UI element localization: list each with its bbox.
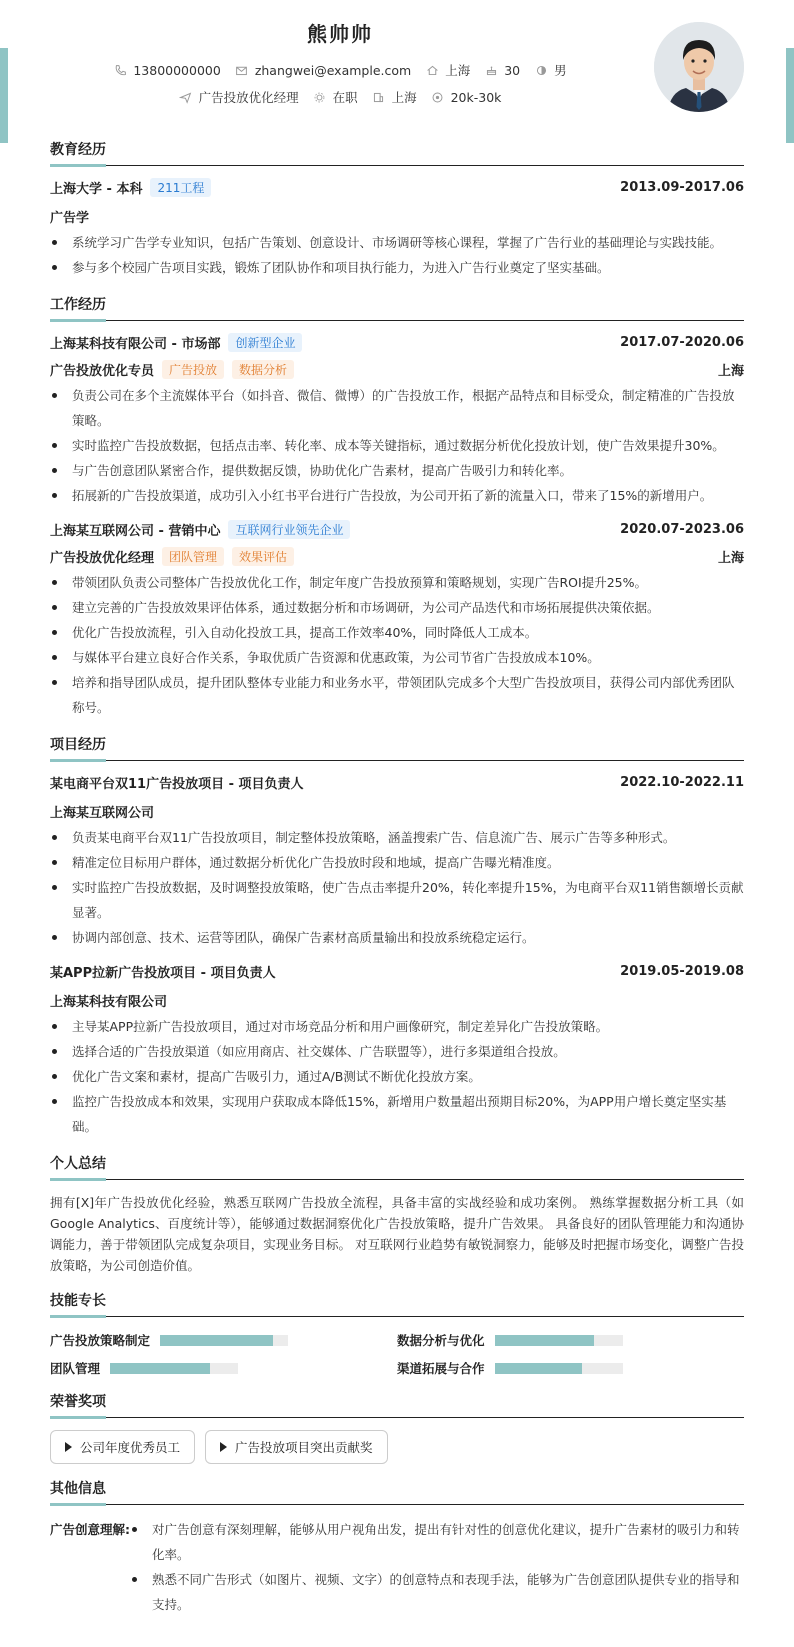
company-tag: 互联网行业领先企业 (228, 520, 350, 539)
skills-grid (50, 1331, 744, 1377)
project-date: 2019.05-2019.08 (620, 964, 744, 979)
major-name: 广告学 (50, 211, 90, 226)
project-name: 某电商平台双11广告投放项目 - 项目负责人 (50, 777, 304, 792)
list-item: 选择合适的广告投放渠道（如应用商店、社交媒体、广告联盟等），进行多渠道组合投放。 (50, 1039, 744, 1064)
skill-bar (160, 1335, 288, 1346)
project-org: 上海某科技有限公司 (50, 995, 168, 1010)
education-date: 2013.09-2017.06 (620, 180, 744, 195)
job-company-row (50, 520, 744, 539)
education-title: 教育经历 (50, 139, 744, 166)
other-label: 广告创意理解: (50, 1522, 130, 1537)
email-value: zhangwei@example.com (254, 62, 412, 78)
gear-icon (313, 90, 327, 104)
skill-bar (495, 1335, 623, 1346)
job-location: 上海 (717, 364, 744, 379)
job-city (372, 88, 417, 106)
list-item: 与广告创意团队紧密合作，提供数据反馈，协助优化广告素材，提高广告吸引力和转化率。 (50, 458, 744, 483)
job-bullets (50, 570, 744, 720)
list-item: 熟悉不同广告形式（如图片、视频、文字）的创意特点和表现手法，能够为广告创意团队提供专业的指导和支持。 (130, 1567, 744, 1617)
honor-label: 广告投放项目突出贡献奖 (235, 1440, 373, 1455)
job-location: 上海 (717, 551, 744, 566)
skill-bar-fill (495, 1363, 582, 1374)
role-tag: 数据分析 (232, 360, 294, 379)
list-item: 系统学习广告学专业知识，包括广告策划、创意设计、市场调研等核心课程，掌握了广告行业的基础理论与实践技能。 (50, 230, 744, 255)
phone-icon (113, 63, 127, 77)
list-item: 监控广告投放成本和效果，实现用户获取成本降低15%，新增用户数量超出预期目标20%，为APP用户增长奠定坚实基础。 (50, 1089, 744, 1139)
education-section (50, 139, 744, 280)
project-date: 2022.10-2022.11 (620, 775, 744, 790)
other-section (50, 1478, 744, 1617)
contact-row-secondary (0, 88, 680, 106)
company-tag: 创新型企业 (228, 333, 302, 352)
gender-value: 男 (554, 63, 567, 78)
role-tag: 效果评估 (232, 547, 294, 566)
list-item: 拓展新的广告投放渠道，成功引入小红书平台进行广告投放，为公司开拓了新的流量入口，带来了15%的新增用户。 (50, 483, 744, 508)
skill-bar (110, 1363, 238, 1374)
list-item: 优化广告投放流程，引入自动化投放工具，提高工作效率40%，同时降低人工成本。 (50, 620, 744, 645)
project-entry (50, 962, 744, 1139)
list-item: 参与多个校园广告项目实践，锻炼了团队协作和项目执行能力，为进入广告行业奠定了坚实基础。 (50, 255, 744, 280)
education-header-row (50, 178, 744, 197)
skill-name: 渠道拓展与合作 (397, 1361, 485, 1376)
skill-bar-fill (160, 1335, 273, 1346)
summary-section (50, 1153, 744, 1276)
mail-icon (235, 63, 249, 77)
play-icon (65, 1442, 72, 1452)
work-title: 工作经历 (50, 294, 744, 321)
project-entry (50, 773, 744, 950)
list-item: 负责公司在多个主流媒体平台（如抖音、微信、微博）的广告投放工作，根据产品特点和目标受众，制定精准的广告投放策略。 (50, 383, 744, 433)
honor-badge (50, 1430, 195, 1464)
honors-list (50, 1430, 744, 1464)
contact-email (235, 63, 411, 78)
skill-item (50, 1359, 397, 1377)
job-bullets (50, 383, 744, 508)
job-entry (50, 333, 744, 508)
job-date: 2020.07-2023.06 (620, 522, 744, 537)
contact-phone (113, 63, 220, 78)
honor-label: 公司年度优秀员工 (80, 1440, 181, 1455)
list-item: 负责某电商平台双11广告投放项目，制定整体投放策略，涵盖搜索广告、信息流广告、展示广告等多种形式。 (50, 825, 744, 850)
list-item: 优化广告文案和素材，提高广告吸引力，通过A/B测试不断优化投放方案。 (50, 1064, 744, 1089)
company-name: 上海某科技有限公司 - 市场部 (50, 337, 221, 352)
cake-icon (484, 63, 498, 77)
list-item: 实时监控广告投放数据，及时调整投放策略，使广告点击率提升20%，转化率提升15%，为电商平台双11销售额增长贡献显著。 (50, 875, 744, 925)
job-date: 2017.07-2020.06 (620, 335, 744, 350)
projects-title: 项目经历 (50, 734, 744, 761)
job-entry (50, 520, 744, 720)
resume-header (0, 0, 794, 125)
list-item: 实时监控广告投放数据，包括点击率、转化率、成本等关键指标，通过数据分析优化投放计划，使广告效果提升30%。 (50, 433, 744, 458)
education-bullets (50, 230, 744, 280)
honors-title: 荣誉奖项 (50, 1391, 744, 1418)
project-name: 某APP拉新广告投放项目 - 项目负责人 (50, 966, 276, 981)
skill-bar-fill (110, 1363, 210, 1374)
summary-text: 拥有[X]年广告投放优化经验，熟悉互联网广告投放全流程，具备丰富的实战经验和成功案例。 熟练掌握数据分析工具（如Google Analytics、百度统计等），能够通过数据洞察优化广告投放策略，提升广告效果。 具备良好的团队管理能力和沟通协调能力，善于带领团队完成复杂项目，实现业务目标。 对互联网行业趋势有敏锐洞察力，能够及时把握市场变化，调整广告投放策略，为公司创造价值。 (50, 1195, 744, 1273)
play-icon (220, 1442, 227, 1452)
job-role: 广告投放优化专员 (50, 364, 155, 379)
skill-name: 数据分析与优化 (397, 1333, 485, 1348)
contact-age (484, 63, 520, 78)
projects-section (50, 734, 744, 1139)
skills-title: 技能专长 (50, 1290, 744, 1317)
skill-item (50, 1331, 397, 1349)
other-title: 其他信息 (50, 1478, 744, 1505)
role-tag: 广告投放 (162, 360, 224, 379)
school-tag: 211工程 (150, 178, 211, 197)
job-target (179, 88, 299, 106)
role-tag: 团队管理 (162, 547, 224, 566)
skill-name: 团队管理 (50, 1361, 101, 1376)
summary-title: 个人总结 (50, 1153, 744, 1180)
job-role-row (50, 360, 744, 379)
school-name: 上海大学 - 本科 (50, 182, 143, 197)
list-item: 精准定位目标用户群体，通过数据分析优化广告投放时段和地域，提高广告曝光精准度。 (50, 850, 744, 875)
city-value: 上海 (445, 63, 471, 78)
age-value: 30 (504, 62, 521, 78)
other-bullets (130, 1517, 744, 1617)
project-bullets (50, 1014, 744, 1139)
other-info-row (50, 1517, 744, 1617)
phone-value: 13800000000 (133, 62, 221, 78)
job-status (313, 88, 358, 106)
skill-item (397, 1359, 744, 1377)
list-item: 与媒体平台建立良好合作关系，争取优质广告资源和优惠政策，为公司节省广告投放成本10%。 (50, 645, 744, 670)
work-section (50, 294, 744, 720)
avatar (654, 22, 744, 112)
job-company-row (50, 333, 744, 352)
honors-section (50, 1391, 744, 1464)
honor-badge (205, 1430, 388, 1464)
skill-bar-fill (495, 1335, 595, 1346)
project-header-row (50, 773, 744, 792)
company-name: 上海某互联网公司 - 营销中心 (50, 524, 221, 539)
send-icon (179, 90, 193, 104)
list-item: 协调内部创意、技术、运营等团队，确保广告素材高质量输出和投放系统稳定运行。 (50, 925, 744, 950)
job-role: 广告投放优化经理 (50, 551, 155, 566)
gender-icon (534, 63, 548, 77)
skill-item (397, 1331, 744, 1349)
candidate-name: 熊帅帅 (307, 22, 373, 46)
job-role-row (50, 547, 744, 566)
contact-row-primary (0, 61, 680, 79)
project-header-row (50, 962, 744, 981)
home-icon (425, 63, 439, 77)
list-item: 建立完善的广告投放效果评估体系，通过数据分析和市场调研，为公司产品迭代和市场拓展提供决策依据。 (50, 595, 744, 620)
project-bullets (50, 825, 744, 950)
skill-name: 广告投放策略制定 (50, 1333, 151, 1348)
list-item: 带领团队负责公司整体广告投放优化工作，制定年度广告投放预算和策略规划，实现广告ROI提升25%。 (50, 570, 744, 595)
contact-city (425, 61, 470, 79)
salary-value: 20k-30k (450, 89, 502, 105)
list-item: 培养和指导团队成员，提升团队整体专业能力和业务水平，带领团队完成多个大型广告投放项目，获得公司内部优秀团队称号。 (50, 670, 744, 720)
project-org: 上海某互联网公司 (50, 806, 155, 821)
list-item: 主导某APP拉新广告投放项目，通过对市场竞品分析和用户画像研究，制定差异化广告投放策略。 (50, 1014, 744, 1039)
building-icon (372, 90, 386, 104)
job-salary (431, 90, 502, 105)
coin-icon (431, 90, 445, 104)
position-value: 广告投放优化经理 (198, 90, 299, 105)
skill-bar (495, 1363, 623, 1374)
work-city-value: 上海 (391, 90, 417, 105)
status-value: 在职 (332, 90, 358, 105)
skills-section (50, 1290, 744, 1377)
list-item: 对广告创意有深刻理解，能够从用户视角出发，提出有针对性的创意优化建议，提升广告素材的吸引力和转化率。 (130, 1517, 744, 1567)
contact-gender (534, 61, 567, 79)
